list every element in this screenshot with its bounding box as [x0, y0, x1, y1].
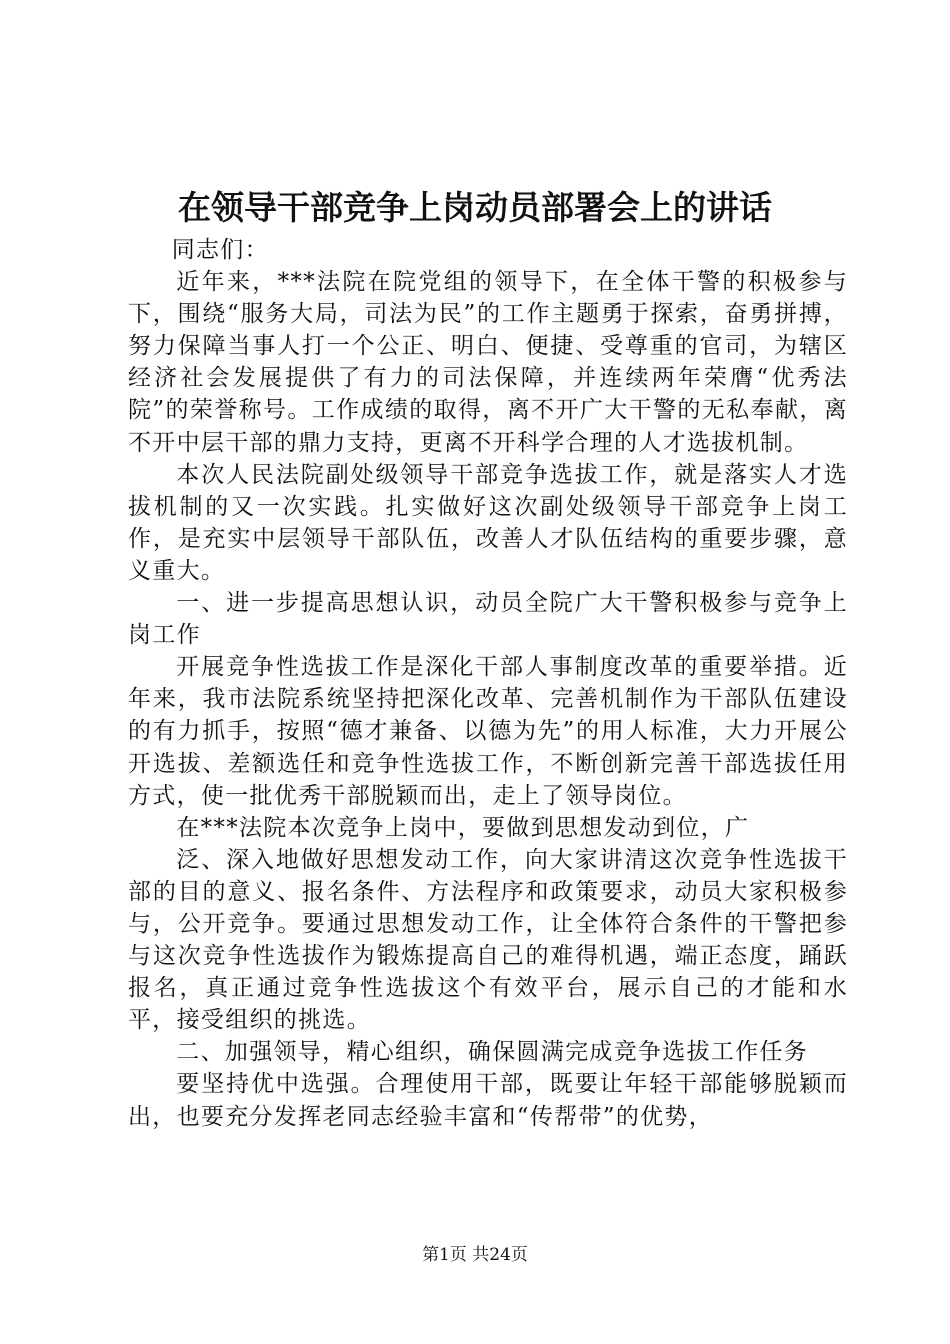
page-footer: 第1页 共24页: [422, 1245, 528, 1265]
body-paragraph: 开展竞争性选拔工作是深化干部人事制度改革的重要举措。近年来，我市法院系统坚持把深化改革、完善机制作为干部队伍建设的有力抓手，按照“德才兼备、以德为先”的用人标准，大力开展公开选拔、差额选任和竞争性选拔工作，不断创新完善干部选拔任用方式，使一批优秀干部脱颖而出，走上了领导岗位。: [128, 654, 848, 809]
body-paragraph: 泛、深入地做好思想发动工作，向大家讲清这次竞争性选拔干部的目的意义、报名条件、方法程序和政策要求，动员大家积极参与，公开竞争。要通过思想发动工作，让全体符合条件的干警把参与这次竞争性选拔作为锻炼提高自己的难得机遇，端正态度，踊跃报名，真正通过竞争性选拔这个有效平台，展示自己的才能和水平，接受组织的挑选。: [128, 846, 848, 1034]
document-title: 在领导干部竞争上岗动员部署会上的讲话: [178, 188, 772, 227]
salutation-paragraph: 同志们：: [171, 237, 269, 263]
section-heading: 一、进一步提高思想认识，动员全院广大干警积极参与竞争上岗工作: [128, 590, 848, 649]
document-body: [128, 234, 848, 1133]
body-paragraph: 本次人民法院副处级领导干部竞争选拔工作，就是落实人才选拔机制的又一次实践。扎实做好这次副处级领导干部竞争上岗工作，是充实中层领导干部队伍，改善人才队伍结构的重要步骤，意义重大。: [128, 461, 848, 584]
section-heading: 二、加强领导，精心组织，确保圆满完成竞争选拔工作任务: [176, 1039, 809, 1066]
body-paragraph: 近年来，***法院在院党组的领导下，在全体干警的积极参与下，围绕“服务大局，司法为民”的工作主题勇于探索，奋勇拼搏，努力保障当事人打一个公正、明白、便捷、受尊重的官司，为辖区经济社会发展提供了有力的司法保障，并连续两年荣膺“优秀法院”的荣誉称号。工作成绩的取得，离不开广大干警的无私奉献，离不开中层干部的鼎力支持，更离不开科学合理的人才选拔机制。: [128, 269, 848, 456]
body-paragraph: 要坚持优中选强。合理使用干部，既要让年轻干部能够脱颖而出，也要充分发挥老同志经验丰富和“传帮带”的优势，: [128, 1071, 848, 1130]
body-paragraph: 在***法院本次竞争上岗中，要做到思想发动到位，广: [176, 814, 750, 841]
